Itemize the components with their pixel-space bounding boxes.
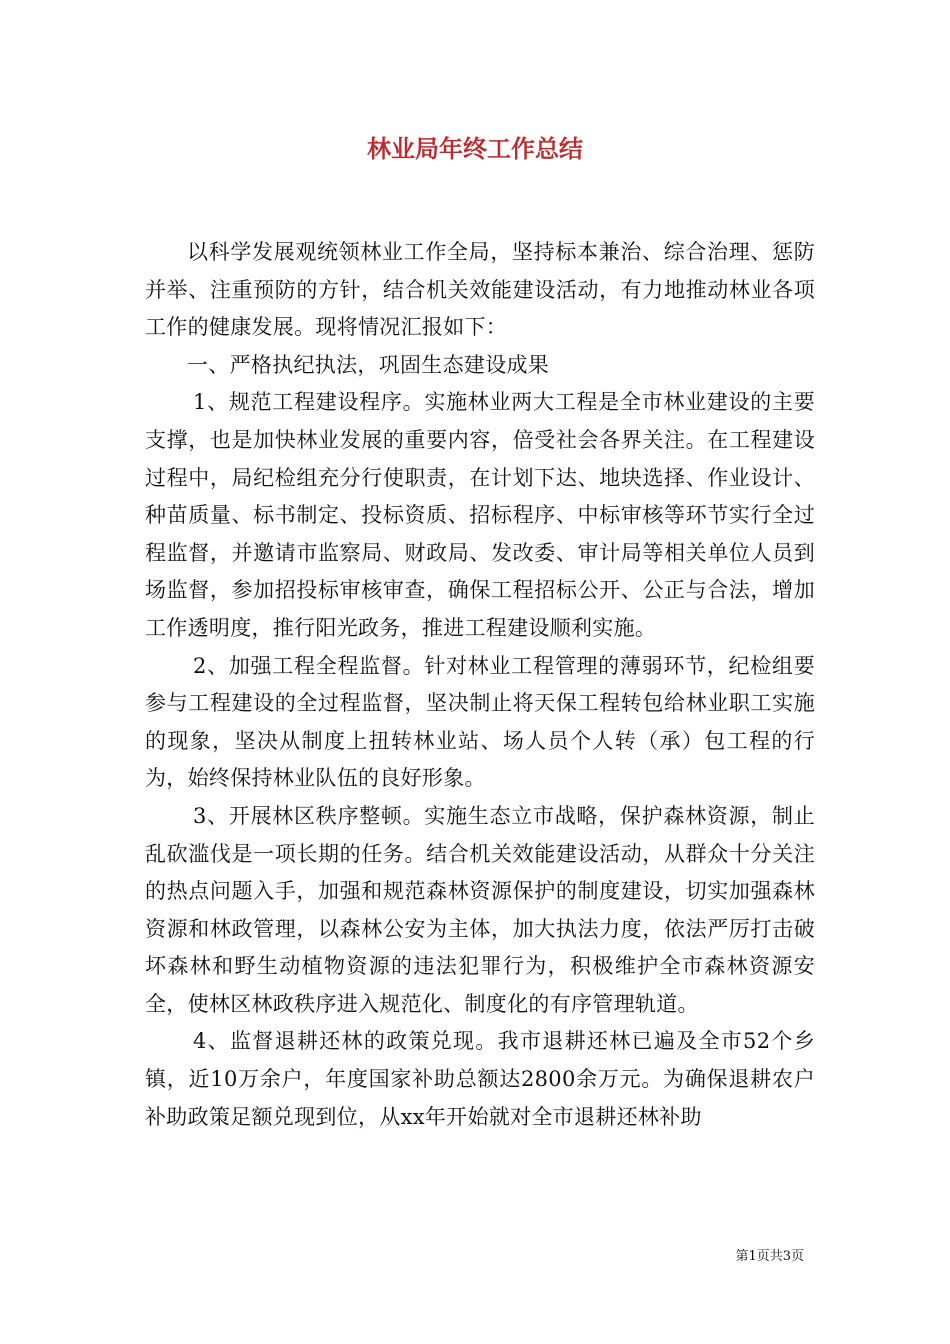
paragraph-item-3: 3、开展林区秩序整顿。实施生态立市战略，保护森林资源，制止乱砍滥伐是一项长期的任务。结合机关效能建设活动，从群众十分关注的热点问题入手，加强和规范森林资源保护的制度建设，切实加强森林资源和林政管理，以森林公安为主体，加大执法力度，依法严厉打击破坏森林和野生动植物资源的违法犯罪行为，积极维护全市森林资源安全，使林区林政秩序进入规范化、制度化的有序管理轨道。: [145, 803, 815, 1016]
document-body: [145, 234, 815, 1136]
page-number-footer: 第1页共3页: [735, 1249, 804, 1264]
document-title: 林业局年终工作总结: [367, 134, 583, 163]
section-heading: 一、严格执纪执法，巩固生态建设成果: [187, 352, 550, 377]
paragraph-item-1: 1、规范工程建设程序。实施林业两大工程是全市林业建设的主要支撑，也是加快林业发展的重要内容，倍受社会各界关注。在工程建设过程中，局纪检组充分行使职责，在计划下达、地块选择、作业设计、种苗质量、标书制定、投标资质、招标程序、中标审核等环节实行全过程监督，并邀请市监察局、财政局、发改委、审计局等相关单位人员到场监督，参加招投标审核审查，确保工程招标公开、公正与合法，增加工作透明度，推行阳光政务，推进工程建设顺利实施。: [145, 390, 815, 640]
paragraph-item-2: 2、加强工程全程监督。针对林业工程管理的薄弱环节，纪检组要参与工程建设的全过程监督，坚决制止将天保工程转包给林业职工实施的现象，坚决从制度上扭转林业站、场人员个人转（承）包工程的行为，始终保持林业队伍的良好形象。: [145, 653, 815, 791]
intro-paragraph: 以科学发展观统领林业工作全局，坚持标本兼治、综合治理、惩防并举、注重预防的方针，结合机关效能建设活动，有力地推动林业各项工作的健康发展。现将情况汇报如下：: [145, 240, 815, 340]
paragraph-item-4: 4、监督退耕还林的政策兑现。我市退耕还林已遍及全市52个乡镇，近10万余户，年度国家补助总额达2800余万元。为确保退耕农户补助政策足额兑现到位，从xx年开始就对全市退耕还林补助: [145, 1029, 815, 1129]
